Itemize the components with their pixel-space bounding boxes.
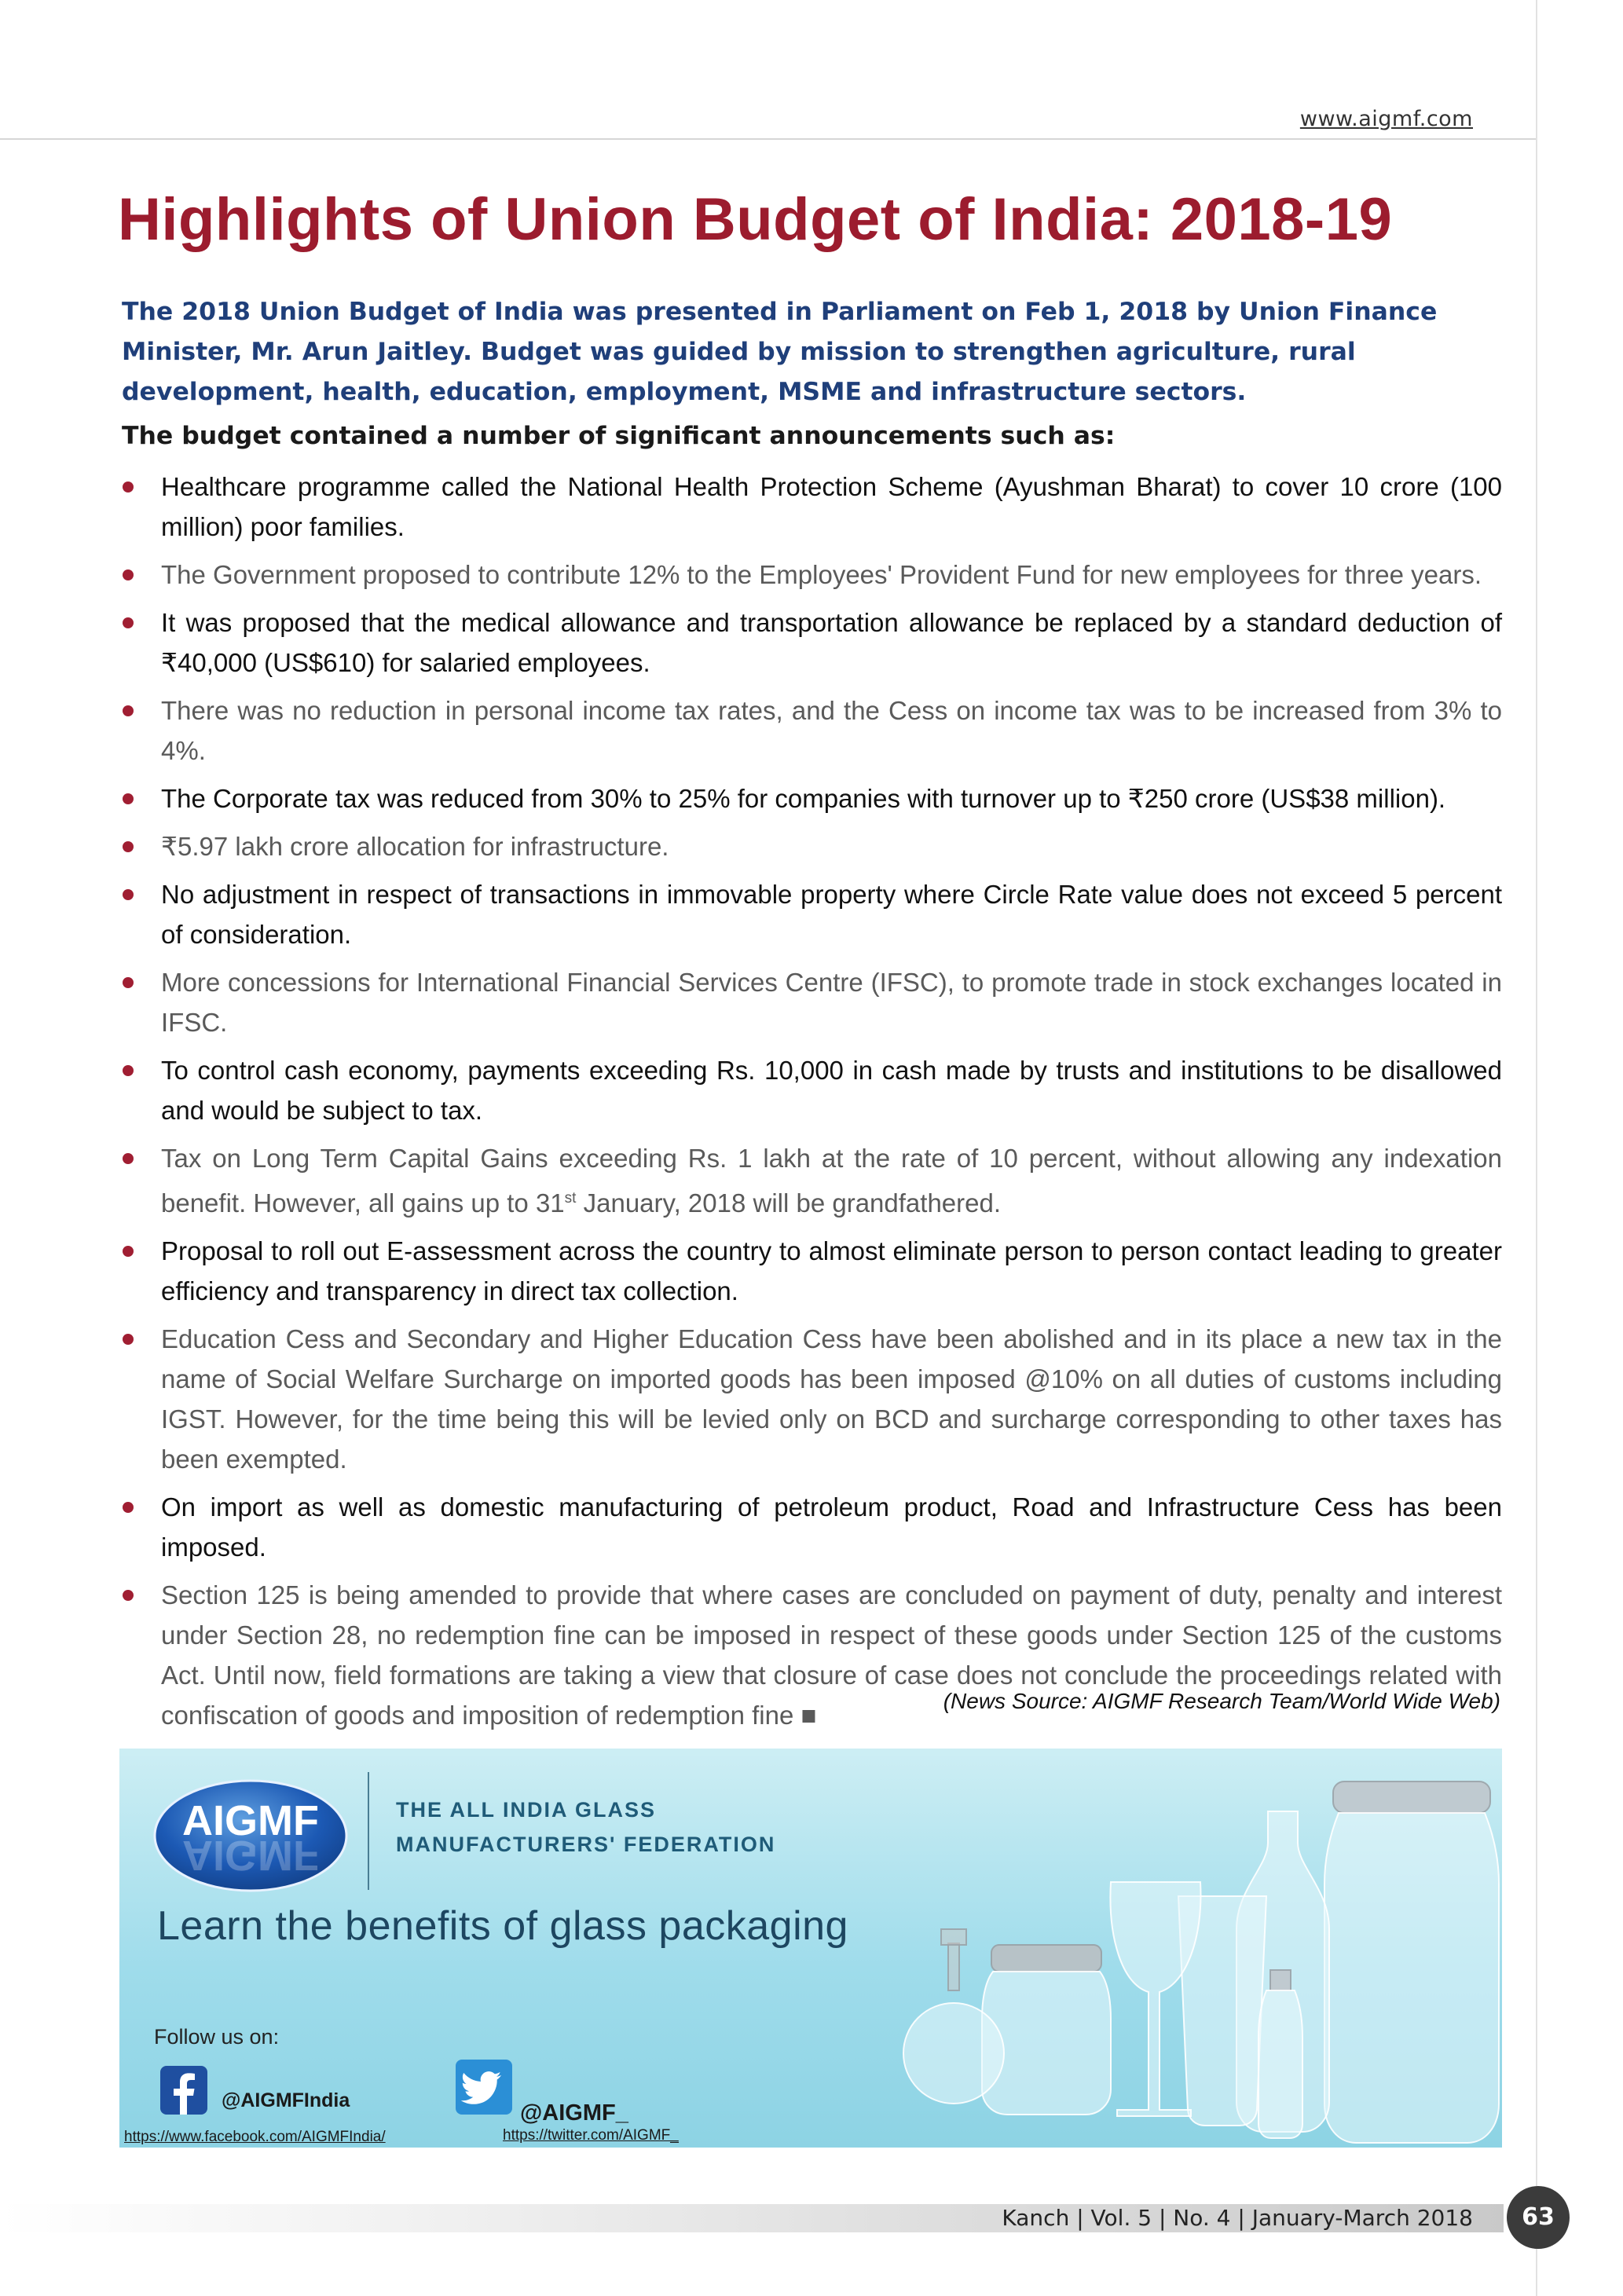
bullet-dot-icon [123,841,134,852]
list-item [118,690,1502,771]
list-item [118,1138,1502,1223]
bullet-dot-icon [123,889,134,900]
site-url-link[interactable]: www.aigmf.com [1299,107,1473,131]
list-item-text: Section 125 is being amended to provide that where cases are concluded on payment of duty, penalty and interest under Section 28, no redemption fine can be imposed in respect of these goods under Section 125 of the customs Act. Until now, field formations are taking a view that closure of case does not conclude the proceedings related with confiscation of goods and imposition of redemption fine ■ [161,1580,1502,1730]
list-item-text: No adjustment in respect of transactions in immovable property where Circle Rate value does not exceed 5 percent of consideration. [161,880,1502,949]
banner-tagline: Learn the benefits of glass packaging [157,1903,848,1949]
lead-sentence: The budget contained a number of significant announcements such as: [122,422,1116,450]
bullet-dot-icon [123,1246,134,1257]
list-item-text: Education Cess and Secondary and Higher Education Cess have been abolished and in its place a new tax in the name of Social Welfare Surcharge on imported goods has been imposed @10% on all duties of customs including IGST. However, for the time being this will be levied only on BCD and surcharge corresponding to other taxes has been exempted. [161,1324,1502,1474]
list-item [118,962,1502,1042]
list-item-text [161,1144,1502,1218]
list-item-text-part: Tax on Long Term Capital Gains exceeding Rs. 1 lakh at the rate of 10 percent, without allowing any indexation benefit. However, all gains up to 31 [161,1144,1502,1218]
twitter-handle[interactable]: @AIGMF_ [520,2100,628,2126]
header-rule [0,138,1536,140]
list-item-text: On import as well as domestic manufacturing of petroleum product, Road and Infrastructure Cess has been imposed. [161,1492,1502,1562]
list-item [118,826,1502,866]
announcement-list [118,467,1502,1743]
bullet-dot-icon [123,1502,134,1513]
news-source: (News Source: AIGMF Research Team/World Wide Web) [943,1689,1500,1713]
federation-line-2: MANUFACTURERS' FEDERATION [396,1833,776,1856]
twitter-icon[interactable] [456,2060,518,2115]
page-title: Highlights of Union Budget of India: 2018-19 [118,186,1393,253]
glassware-illustration [748,1764,1502,2148]
bullet-dot-icon [123,1065,134,1076]
bullet-dot-icon [123,793,134,804]
list-item-text: ₹5.97 lakh crore allocation for infrastructure. [161,832,669,861]
logo-reflection-text: AIGMF [182,1832,319,1879]
logo-divider [368,1772,369,1890]
aigmf-banner-ad[interactable] [119,1749,1502,2148]
list-item-text: Proposal to roll out E-assessment across the country to almost eliminate person to person contact leading to greater efficiency and transparency in direct tax collection. [161,1236,1502,1305]
list-item-text: There was no reduction in personal income tax rates, and the Cess on income tax was to be increased from 3% to 4%. [161,696,1502,765]
facebook-icon[interactable] [160,2066,207,2115]
bullet-dot-icon [123,705,134,716]
follow-label: Follow us on: [154,2025,280,2049]
federation-line-1: THE ALL INDIA GLASS [396,1798,657,1822]
footer-issue-info: Kanch | Vol. 5 | No. 4 | January-March 2018 [1002,2205,1473,2231]
list-item [118,1487,1502,1567]
list-item [118,1050,1502,1130]
list-item-text-part: January, 2018 will be grandfathered. [576,1188,1002,1218]
list-item [118,555,1502,595]
bullet-dot-icon [123,1334,134,1345]
bullet-dot-icon [123,1153,134,1164]
list-item-text: It was proposed that the medical allowance and transportation allowance be replaced by a standard deduction of ₹40,000 (US$610) for salaried employees. [161,608,1502,677]
bullet-dot-icon [123,569,134,580]
list-item-text: More concessions for International Financial Services Centre (IFSC), to promote trade in stock exchanges located in IFSC. [161,968,1502,1037]
list-item [118,467,1502,547]
bullet-dot-icon [123,1590,134,1601]
page-edge-rule [1536,0,1537,2296]
ordinal-suffix: st [564,1190,577,1207]
page-number-badge: 63 [1507,2186,1570,2249]
twitter-url-link[interactable]: https://twitter.com/AIGMF_ [503,2127,679,2144]
facebook-url-link[interactable]: https://www.facebook.com/AIGMFIndia/ [124,2129,386,2145]
list-item-text: The Corporate tax was reduced from 30% to 25% for companies with turnover up to ₹250 crore (US$38 million). [161,784,1446,813]
intro-paragraph: The 2018 Union Budget of India was presented in Parliament on Feb 1, 2018 by Union Finance Minister, Mr. Arun Jaitley. Budget was guided by mission to strengthen agriculture, rural development, health, education, employment, MSME and infrastructure sectors. [122,298,1438,406]
list-item [118,778,1502,818]
facebook-handle[interactable]: @AIGMFIndia [222,2089,350,2111]
bullet-dot-icon [123,617,134,628]
aigmf-logo [152,1777,349,1895]
logo-text: AIGMF [182,1797,319,1844]
list-item-text: Healthcare programme called the National Health Protection Scheme (Ayushman Bharat) to cover 10 crore (100 million) poor families. [161,472,1502,541]
list-item-text: To control cash economy, payments exceeding Rs. 10,000 in cash made by trusts and institutions to be disallowed and would be subject to tax. [161,1056,1502,1125]
list-item [118,1319,1502,1479]
bullet-dot-icon [123,977,134,988]
list-item [118,1231,1502,1311]
list-item [118,874,1502,954]
list-item [118,602,1502,683]
bullet-dot-icon [123,482,134,493]
list-item-text: The Government proposed to contribute 12% to the Employees' Provident Fund for new employees for three years. [161,560,1482,589]
